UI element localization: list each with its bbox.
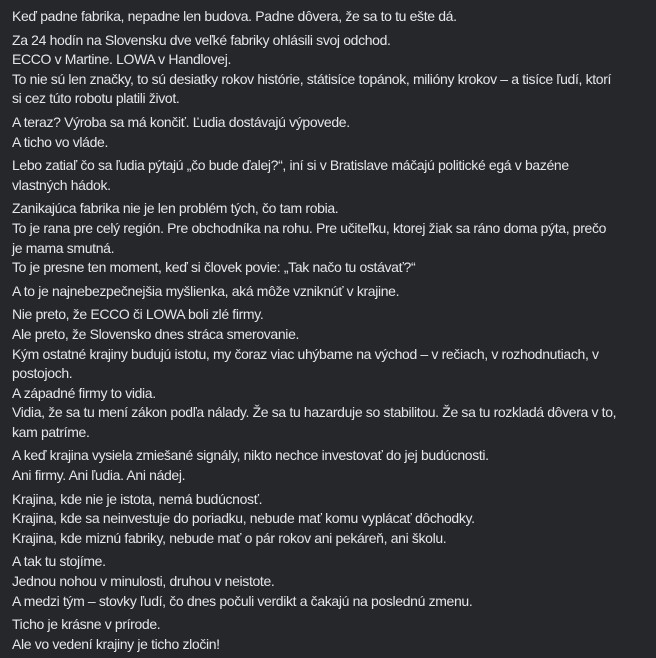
text-line: Nie preto, že ECCO či LOWA boli zlé firmy. — [12, 306, 264, 323]
paragraph — [12, 615, 648, 654]
text-line: Ale vo vedení krajiny je ticho zločin! — [12, 635, 220, 652]
paragraph — [12, 31, 648, 109]
text-line: Za 24 hodín na Slovensku dve veľké fabriky ohlásili svoj odchod. — [12, 31, 391, 48]
text-line: vlastných hádok. — [12, 176, 111, 193]
text-line: A to je najnebezpečnejšia myšlienka, aká môže vzniknúť v krajine. — [12, 282, 400, 299]
paragraph — [12, 7, 648, 27]
paragraph — [12, 156, 648, 195]
text-line: Krajina, kde miznú fabriky, nebude mať o pár rokov ani pekáreň, ani školu. — [12, 529, 447, 546]
text-line: A západné firmy to vidia. — [12, 384, 156, 401]
text-line: To je rana pre celý región. Pre obchodníka na rohu. Pre učiteľku, ktorej žiak sa ráno doma pýta, prečo — [12, 219, 607, 236]
text-line: Kým ostatné krajiny budujú istotu, my čoraz viac uhýbame na východ – v rečiach, v rozhodnutiach, v — [12, 345, 599, 362]
text-line: Lebo zatiaľ čo sa ľudia pýtajú „čo bude ďalej?“, iní si v Bratislave máčajú politické egá v bazéne — [12, 157, 569, 174]
text-line: ECCO v Martine. LOWA v Handlovej. — [12, 51, 232, 68]
paragraph — [12, 113, 648, 152]
paragraph — [12, 199, 648, 277]
text-line: A keď krajina vysiela zmiešané signály, nikto nechce investovať do jej budúcnosti. — [12, 447, 489, 464]
paragraph — [12, 305, 648, 442]
text-line: Ani firmy. Ani ľudia. Ani nádej. — [12, 467, 186, 484]
text-line: postojoch. — [12, 365, 73, 382]
text-line: A tak tu stojíme. — [12, 553, 106, 570]
text-line: To nie sú len značky, to sú desiatky rokov histórie, státisíce topánok, milióny krokov – a tisíce ľudí, ktorí — [12, 70, 612, 87]
paragraph — [12, 446, 648, 485]
text-line: Jednou nohou v minulosti, druhou v neistote. — [12, 573, 275, 590]
text-line: A teraz? Výroba sa má končiť. Ľudia dostávajú výpovede. — [12, 113, 350, 130]
text-line: Zanikajúca fabrika nie je len problém tých, čo tam robia. — [12, 200, 339, 217]
text-line: Keď padne fabrika, nepadne len budova. Padne dôvera, že sa to tu ešte dá. — [12, 8, 457, 24]
text-line: Ticho je krásne v prírode. — [12, 616, 161, 633]
paragraph — [12, 282, 648, 302]
text-line: je mama smutná. — [12, 239, 115, 256]
text-line: To je presne ten moment, keď si človek povie: „Tak načo tu ostávať?“ — [12, 259, 416, 276]
paragraph — [12, 490, 648, 549]
text-line: Krajina, kde sa neinvestuje do poriadku, nebude mať komu vyplácať dôchodky. — [12, 510, 475, 527]
paragraph — [12, 552, 648, 611]
text-line: Vidia, že sa tu mení zákon podľa nálady. Že sa tu hazarduje so stabilitou. Že sa tu rozkladá dôvera v to, — [12, 404, 617, 421]
text-line: Krajina, kde nie je istota, nemá budúcnosť. — [12, 490, 263, 507]
text-line: A ticho vo vláde. — [12, 133, 109, 150]
text-line: Ale preto, že Slovensko dnes stráca smerovanie. — [12, 325, 300, 342]
text-line: A medzi tým – stovky ľudí, čo dnes počuli verdikt a čakajú na poslednú zmenu. — [12, 592, 473, 609]
text-line: si cez túto robotu platili život. — [12, 90, 180, 107]
text-line: kam patríme. — [12, 423, 90, 440]
